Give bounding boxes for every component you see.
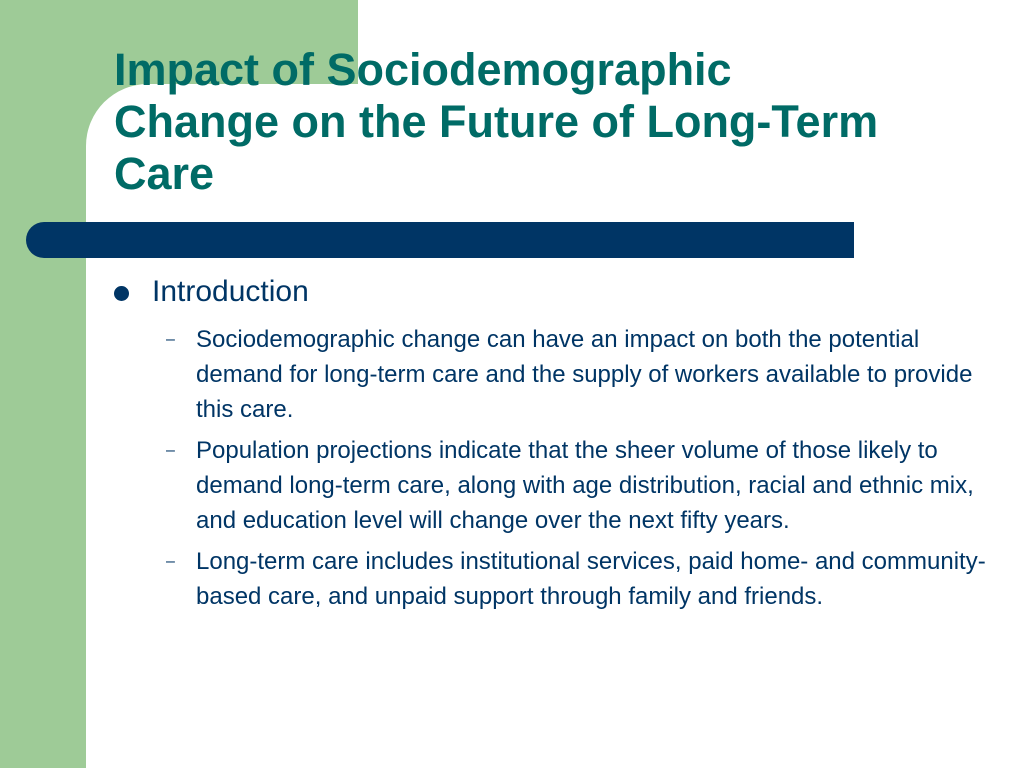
title-divider-bar [26,222,854,258]
sub-bullet [114,433,1004,538]
title-line: Impact of Sociodemographic [114,44,732,95]
sub-bullet-text: Sociodemographic change can have an impact on both the potential demand for long-term care and the supply of workers available to provide this care. [196,326,973,423]
sub-bullet-text: Population projections indicate that the sheer volume of those likely to demand long-term care, along with age distribution, racial and ethnic mix, and education level will change over the next fifty years. [196,437,974,534]
slide-body [114,272,1004,620]
sub-bullet [114,544,1004,614]
bullet-introduction [114,272,1004,312]
dash-icon: – [166,442,175,459]
dash-icon: – [166,553,175,570]
title-line: Change on the Future of Long-Term [114,96,879,147]
bullet-dot-icon [114,286,129,301]
bullet-label: Introduction [152,275,309,308]
dash-icon: – [166,331,175,348]
sub-bullet-text: Long-term care includes institutional services, paid home- and community-based care, and unpaid support through family and friends. [196,548,986,610]
slide-title [114,44,1014,200]
sub-bullet [114,322,1004,427]
title-line: Care [114,148,215,199]
sub-bullet-list [114,322,1004,614]
